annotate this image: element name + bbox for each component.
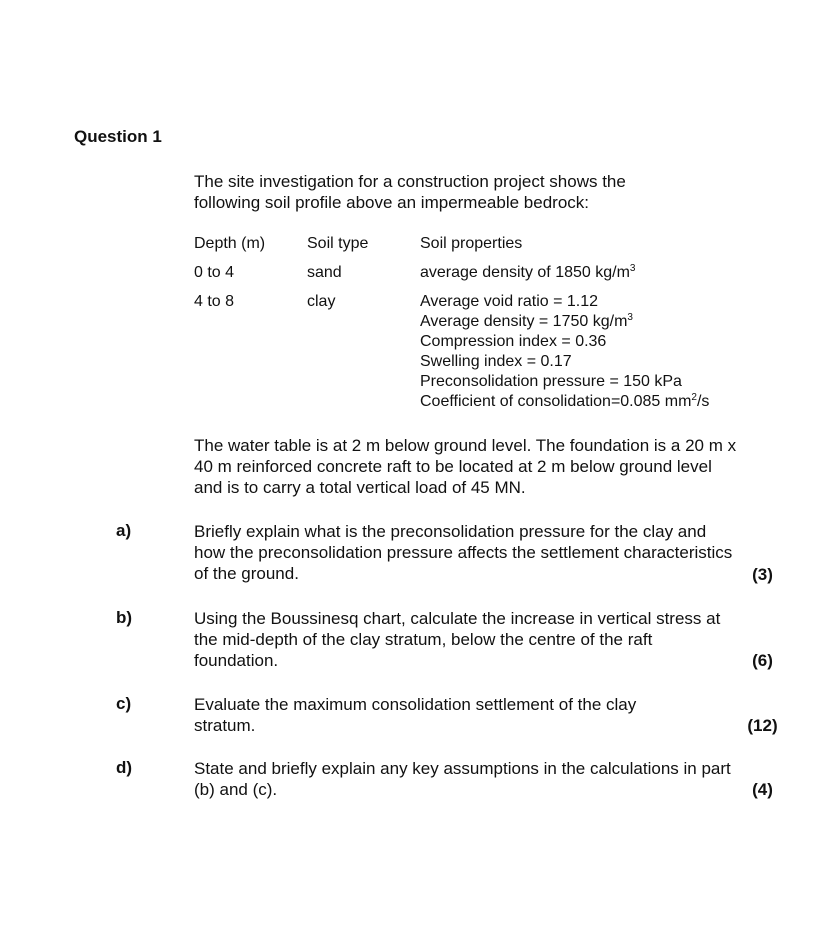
property-void-ratio: Average void ratio = 1.12 xyxy=(420,293,599,310)
part-d-text: State and briefly explain any key assumptions in the calculations in part (b) and (c). xyxy=(194,759,731,799)
part-b-marks: (6) xyxy=(752,651,773,670)
header-depth: Depth (m) xyxy=(194,235,266,252)
row-2-depth: 4 to 8 xyxy=(194,293,235,310)
row-2-soil-type: clay xyxy=(307,293,336,310)
header-soil-type: Soil type xyxy=(307,235,369,252)
intro-paragraph: The site investigation for a construction project shows the following soil profile above an impermeable bedrock: xyxy=(194,172,626,212)
property-coefficient-consolidation: Coefficient of consolidation=0.085 $mm^2/s$ xyxy=(420,392,710,410)
row-2-properties xyxy=(420,292,750,412)
header-soil-properties: Soil properties xyxy=(420,235,523,252)
row-1-soil-type: sand xyxy=(307,264,342,281)
question-title: Question 1 xyxy=(74,127,162,146)
row-1-depth: 0 to 4 xyxy=(194,264,235,281)
part-a-label: a) xyxy=(116,521,132,540)
part-c-text: Evaluate the maximum consolidation settlement of the clay stratum. xyxy=(194,695,637,735)
row-1-property: average density of 1850 $kg/m^3$ xyxy=(420,263,636,281)
part-c-label: c) xyxy=(116,694,132,713)
part-a-marks: (3) xyxy=(752,565,773,584)
property-density: Average density = 1750 $kg/m^3$ xyxy=(420,312,633,330)
property-preconsolidation-pressure: Preconsolidation pressure = 150 kPa xyxy=(420,373,682,390)
part-d-label: d) xyxy=(116,758,133,777)
property-compression-index: Compression index = 0.36 xyxy=(420,333,607,350)
property-swelling-index: Swelling index = 0.17 xyxy=(420,353,572,370)
water-table-paragraph: The water table is at 2 m below ground level. The foundation is a 20 m x 40 m reinforced concrete raft to be located at 2 m below ground level and is to carry a total vertical load of 45 MN. xyxy=(194,436,737,497)
part-c-marks: (12) xyxy=(747,716,778,735)
part-d-marks: (4) xyxy=(752,780,773,799)
part-a-text: Briefly explain what is the preconsolidation pressure for the clay and how the preconsolidation pressure affects the settlement characteristics of the ground. xyxy=(194,522,733,583)
part-b-text: Using the Boussinesq chart, calculate the increase in vertical stress at the mid-depth of the clay stratum, below the centre of the raft foundation. xyxy=(194,609,721,670)
part-b-label: b) xyxy=(116,608,133,627)
